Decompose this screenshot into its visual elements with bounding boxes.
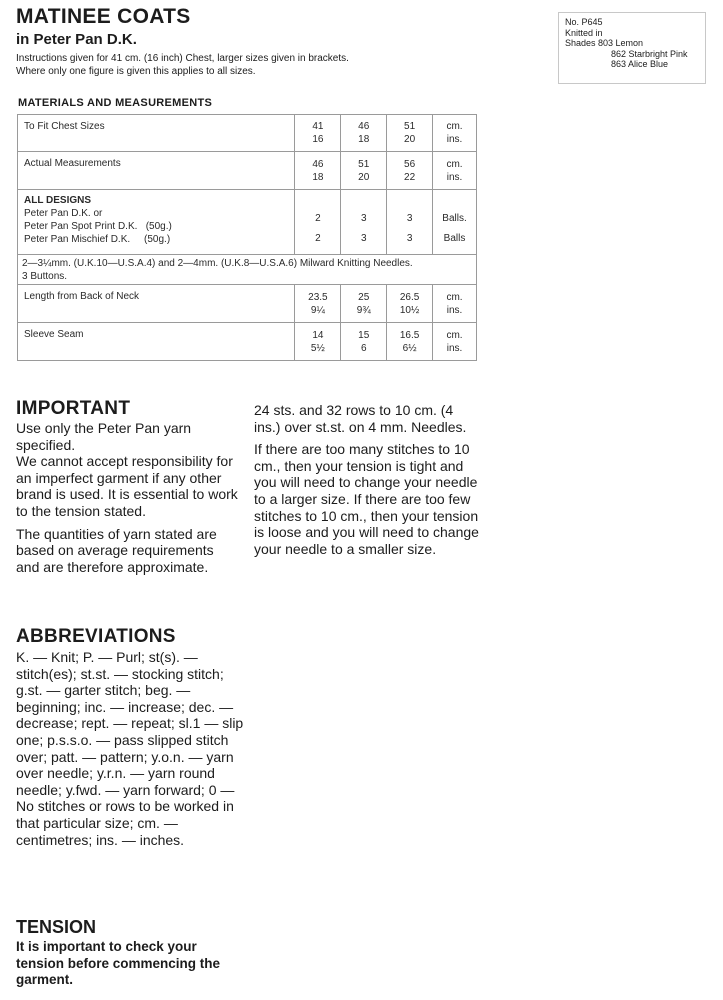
abbreviations-text: K. — Knit; P. — Purl; st(s). — stitch(es); st.st. — stocking stitch; g.st. — garter stitch; beg. — beginning; inc. — increase; dec. — decrease; rept. — repeat; sl.1 — slip one; p.s.s.o. — pass slipped stitch over; patt. — pattern; y.o.n. — yarn over needle; y.r.n. — yarn round needle; y.fwd. — yarn forward; 0 — No stitches or rows to be worked in that particular size; cm. — centimetres; ins. — inches.: [16, 649, 244, 848]
actual-size-3: 56 22: [387, 152, 433, 190]
designs-size-2: 3 3: [341, 190, 387, 255]
important-para-2: We cannot accept responsibility for an imperfect garment if any other brand is used. It is essential to work to the tension stated.: [16, 453, 238, 519]
buttons-text: 3 Buttons.: [22, 270, 68, 282]
table-row-chest: [18, 115, 477, 152]
length-size-1: 23.5 9¼: [295, 285, 341, 323]
actual-label: Actual Measurements: [18, 152, 295, 190]
shade-lemon: Shades 803 Lemon: [565, 38, 644, 49]
actual-units: cm. ins.: [433, 152, 477, 190]
actual-size-1: 46 18: [295, 152, 341, 190]
important-para-3: The quantities of yarn stated are based on average requirements and are therefore approximate.: [16, 525, 217, 575]
knitted-in-label: Knitted in: [565, 27, 603, 38]
intro-line-2: Where only one figure is given this applies to all sizes.: [16, 66, 256, 77]
table-row-designs: [18, 190, 477, 255]
designs-label: ALL DESIGNS Peter Pan D.K. or Peter Pan Spot Print D.K. (50g.) Peter Pan Mischief D.K. (50g.): [18, 190, 295, 255]
sleeve-size-1: 14 5½: [295, 323, 341, 361]
needles-cell: [18, 255, 477, 285]
table-row-needles: [18, 255, 477, 285]
shade-blue: 863 Alice Blue: [611, 59, 669, 70]
sleeve-size-3: 16.5 6½: [387, 323, 433, 361]
intro-text: [16, 52, 446, 78]
table-row-sleeve: [18, 323, 477, 361]
tension-spec: 24 sts. and 32 rows to 10 cm. (4 ins.) over st.st. on 4 mm. Needles.: [254, 402, 467, 435]
sleeve-label: Sleeve Seam: [18, 323, 295, 361]
important-column-right: [254, 402, 480, 557]
table-row-actual: [18, 152, 477, 190]
abbreviations-heading: ABBREVIATIONS: [16, 626, 176, 647]
shade-pink: 862 Starbright Pink: [611, 48, 688, 59]
important-para-1: Use only the Peter Pan yarn specified.: [16, 420, 192, 453]
intro-line-1: Instructions given for 41 cm. (16 inch) Chest, larger sizes given in brackets.: [16, 53, 349, 64]
length-label: Length from Back of Neck: [18, 285, 295, 323]
page-subtitle: in Peter Pan D.K.: [16, 31, 137, 48]
designs-units: Balls. Balls: [433, 190, 477, 255]
chest-size-3: 51 20: [387, 115, 433, 152]
tension-text: It is important to check your tension before commencing the garment.: [16, 939, 221, 987]
sleeve-units: cm. ins.: [433, 323, 477, 361]
important-heading: IMPORTANT: [16, 398, 131, 419]
important-column-left: [16, 420, 238, 575]
tension-advice: If there are too many stitches to 10 cm., then your tension is tight and you will need to change your needle to a larger size. If there are too few stitches to 10 cm., then your tension is loose and you will need to change your needle to a smaller size.: [254, 441, 479, 557]
shade-box: [558, 12, 706, 84]
actual-size-2: 51 20: [341, 152, 387, 190]
materials-table: [17, 114, 477, 361]
length-size-3: 26.5 10½: [387, 285, 433, 323]
designs-size-3: 3 3: [387, 190, 433, 255]
length-units: cm. ins.: [433, 285, 477, 323]
page-title: MATINEE COATS: [16, 5, 191, 28]
chest-size-1: 41 16: [295, 115, 341, 152]
pattern-number: No. P645: [565, 17, 603, 27]
length-size-2: 25 9¾: [341, 285, 387, 323]
designs-size-1: 2 2: [295, 190, 341, 255]
materials-heading: MATERIALS AND MEASUREMENTS: [18, 97, 213, 109]
chest-units: cm. ins.: [433, 115, 477, 152]
chest-label: To Fit Chest Sizes: [18, 115, 295, 152]
needles-text: 2—3¼mm. (U.K.10—U.S.A.4) and 2—4mm. (U.K.8—U.S.A.6) Milward Knitting Needles.: [22, 257, 413, 269]
tension-heading: TENSION: [16, 917, 97, 937]
sleeve-size-2: 15 6: [341, 323, 387, 361]
chest-size-2: 46 18: [341, 115, 387, 152]
table-row-length: [18, 285, 477, 323]
